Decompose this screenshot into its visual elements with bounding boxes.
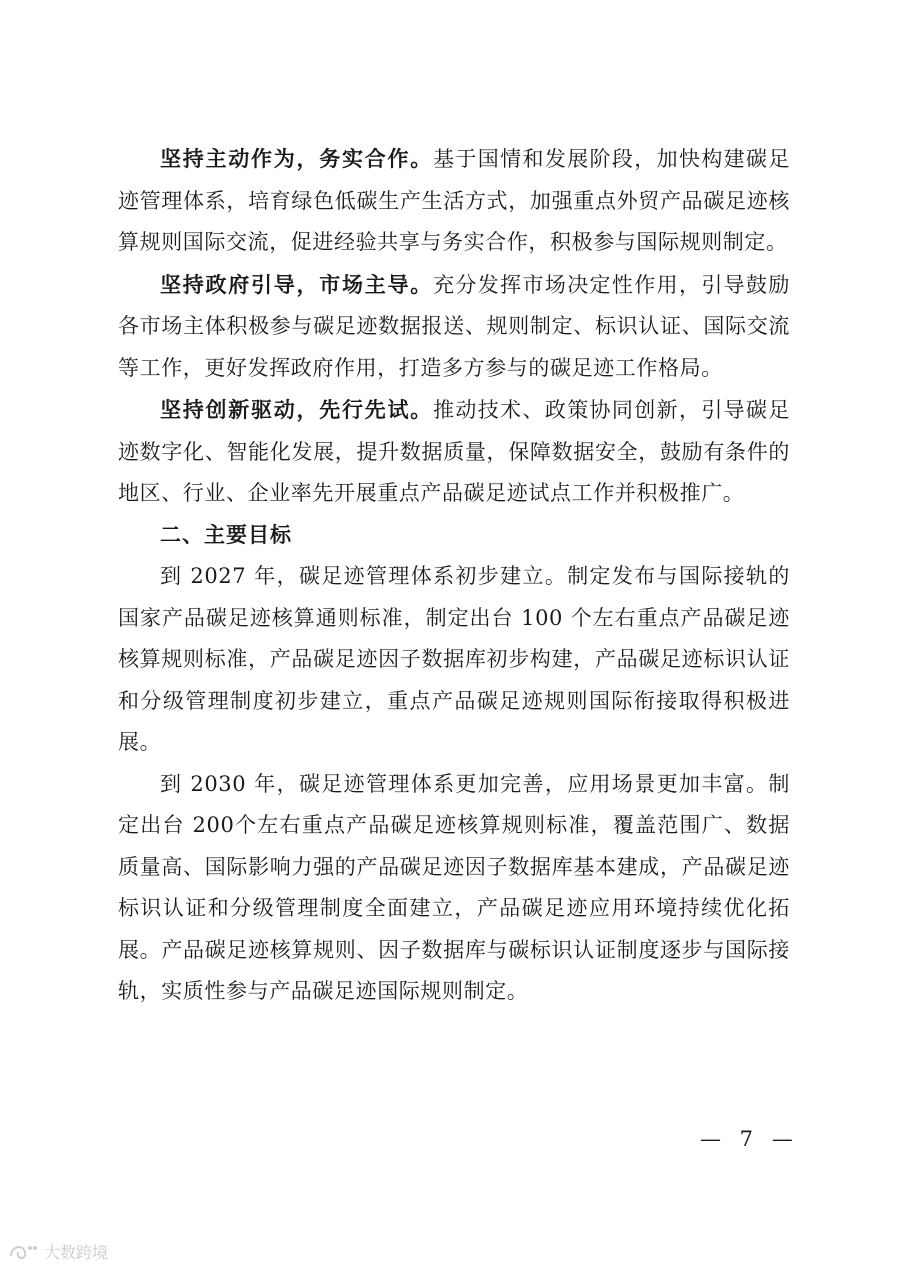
- watermark-text: 大数跨境: [44, 1243, 109, 1262]
- paragraph-lead: 坚持政府引导，市场主导。: [160, 271, 434, 297]
- section-heading: 二、主要目标: [160, 522, 292, 547]
- document-body: [118, 138, 790, 1013]
- paragraph-principle-cooperation: [118, 138, 790, 264]
- logo-mark-icon: [8, 1242, 38, 1262]
- paragraph-principle-innovation: [118, 389, 790, 515]
- paragraph-text: 充分发挥市场决定性作用，引导鼓励各市场主体积极参与碳足迹数据报送、规则制定、标识认证、国际交流等工作，更好发挥政府作用，打造多方参与的碳足迹工作格局。: [118, 272, 790, 380]
- paragraph-text: 基于国情和发展阶段，加快构建碳足迹管理体系，培育绿色低碳生产生活方式，加强重点外贸产品碳足迹核算规则国际交流，促进经验共享与务实合作，积极参与国际规则制定。: [118, 147, 790, 254]
- paragraph-text: 推动技术、政策协同创新，引导碳足迹数字化、智能化发展，提升数据质量，保障数据安全，鼓励有条件的地区、行业、企业率先开展重点产品碳足迹试点工作并积极推广。: [118, 398, 790, 505]
- page-number: — 7 —: [700, 1127, 799, 1151]
- paragraph-goal-2030: 到 2030 年，碳足迹管理体系更加完善，应用场景更加丰富。制定出台 200个左右重点产品碳足迹核算规则标准，覆盖范围广、数据质量高、国际影响力强的产品碳足迹因子数据库基本建成，产品碳足迹标识认证和分级管理制度全面建立，产品碳足迹应用环境持续优化拓展。产品碳足迹核算规则、因子数据库与碳标识认证制度逐步与国际接轨，实质性参与产品碳足迹国际规则制定。: [118, 771, 790, 1003]
- paragraph-principle-government-market: [118, 264, 790, 390]
- paragraph-goal-2027: 到 2027 年，碳足迹管理体系初步建立。制定发布与国际接轨的国家产品碳足迹核算通则标准，制定出台 100 个左右重点产品碳足迹核算规则标准，产品碳足迹因子数据库初步构建，产品碳足迹标识认证和分级管理制度初步建立，重点产品碳足迹规则国际衔接取得积极进展。: [118, 564, 790, 754]
- paragraph-lead: 坚持创新驱动，先行先试。: [160, 397, 434, 422]
- watermark: [8, 1240, 108, 1263]
- paragraph-lead: 坚持主动作为，务实合作。: [160, 146, 434, 171]
